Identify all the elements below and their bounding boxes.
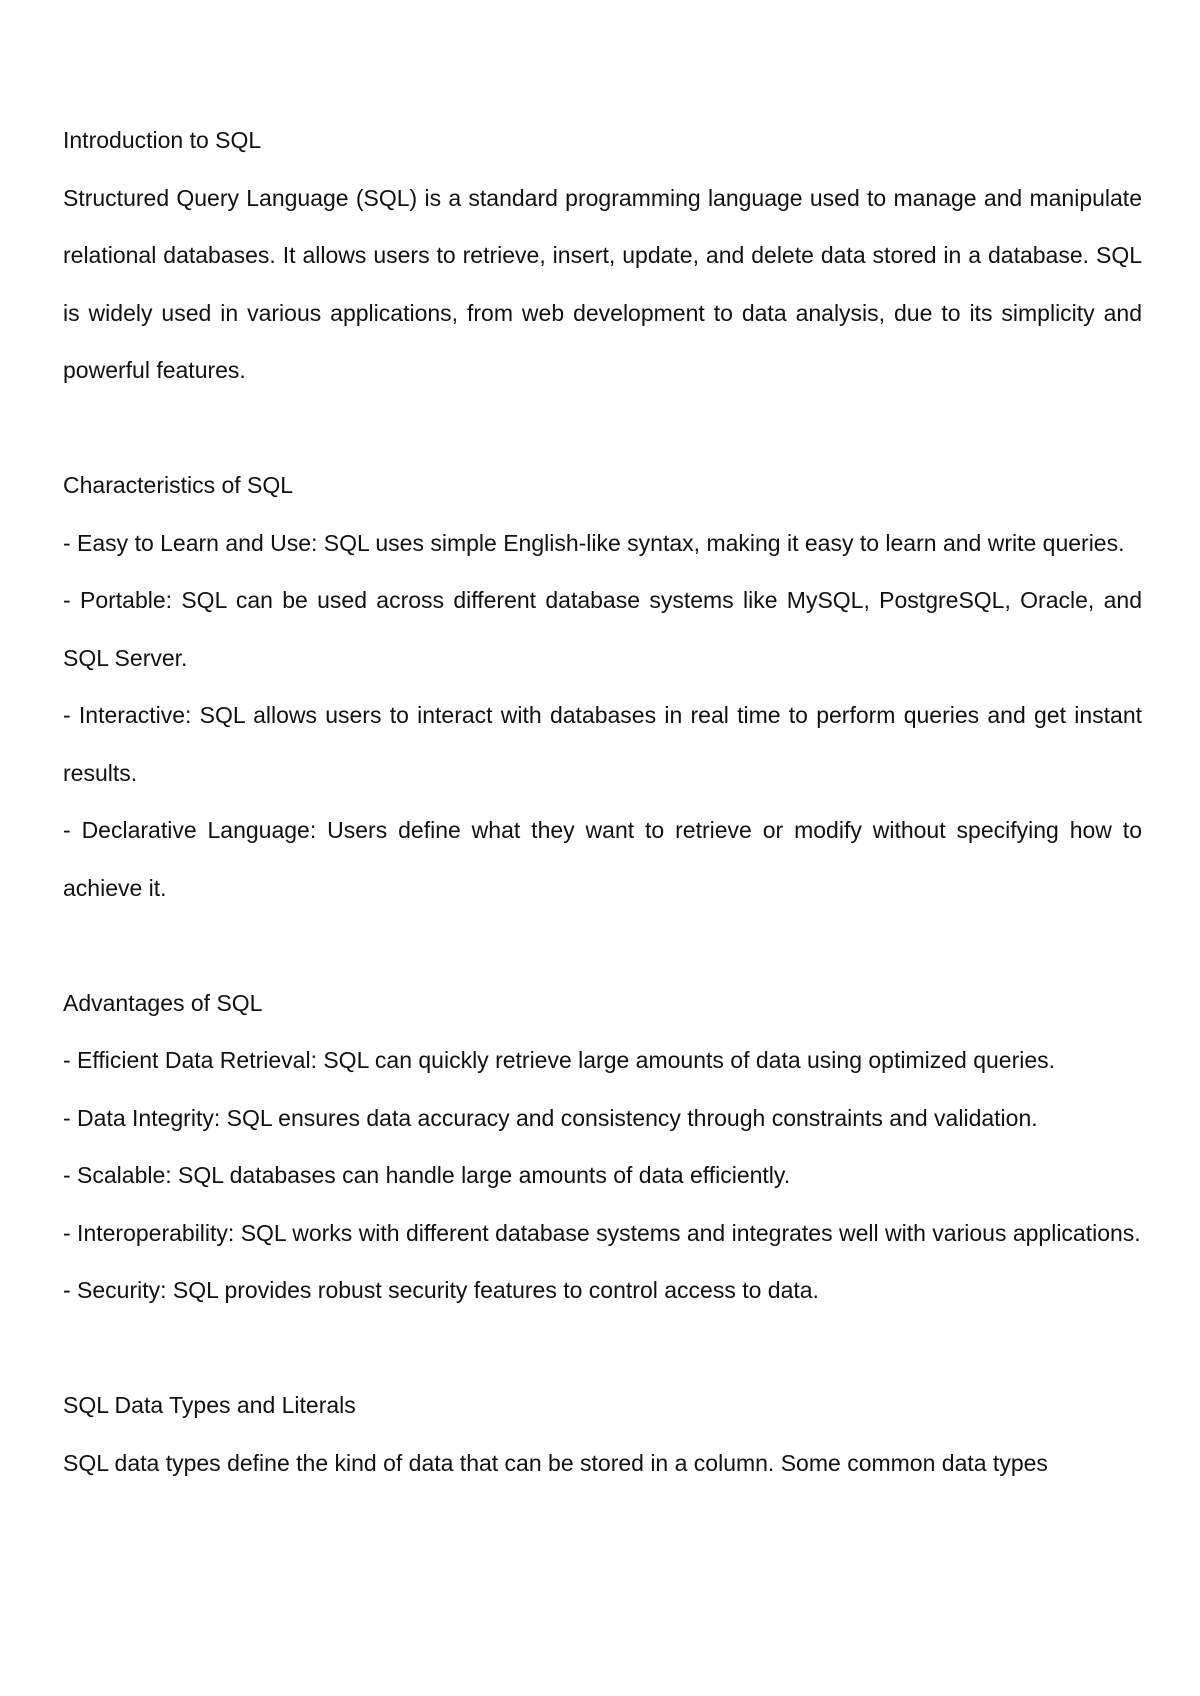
- section-heading-characteristics: Characteristics of SQL: [63, 472, 294, 498]
- list-item-efficient-retrieval: - Efficient Data Retrieval: SQL can quickly retrieve large amounts of data using optimized queries.: [63, 1047, 1056, 1073]
- section-characteristics: [63, 457, 1142, 917]
- section-spacer: [63, 917, 1142, 975]
- section-spacer: [63, 400, 1142, 458]
- list-item-data-integrity: - Data Integrity: SQL ensures data accuracy and consistency through constraints and validation.: [63, 1104, 1038, 1131]
- paragraph-introduction: Structured Query Language (SQL) is a standard programming language used to manage and manipulate relational databases. It allows users to retrieve, insert, update, and delete data stored in a database. SQL is widely used in various applications, from web development to data analysis, due to its simplicity and powerful features.: [63, 184, 1142, 383]
- list-item-declarative: - Declarative Language: Users define what they want to retrieve or modify without specifying how to achieve it.: [63, 817, 1142, 901]
- list-item-interactive: - Interactive: SQL allows users to interact with databases in real time to perform queries and get instant results.: [63, 702, 1142, 786]
- list-item-security: - Security: SQL provides robust security features to control access to data.: [63, 1277, 819, 1303]
- document-page: [63, 112, 1142, 1492]
- list-item-portable: - Portable: SQL can be used across different database systems like MySQL, PostgreSQL, Oracle, and SQL Server.: [63, 587, 1142, 671]
- section-heading-data-types: SQL Data Types and Literals: [63, 1392, 356, 1418]
- section-data-types: [63, 1377, 1142, 1492]
- section-advantages: [63, 975, 1142, 1320]
- section-spacer: [63, 1320, 1142, 1378]
- list-item-easy-to-learn: - Easy to Learn and Use: SQL uses simple English-like syntax, making it easy to learn and write queries.: [63, 529, 1125, 556]
- section-heading-introduction: Introduction to SQL: [63, 127, 262, 153]
- list-item-interoperability: - Interoperability: SQL works with different database systems and integrates well with various applications.: [63, 1219, 1141, 1246]
- paragraph-data-types: SQL data types define the kind of data that can be stored in a column. Some common data types: [63, 1449, 1048, 1476]
- section-heading-advantages: Advantages of SQL: [63, 989, 263, 1016]
- list-item-scalable: - Scalable: SQL databases can handle large amounts of data efficiently.: [63, 1162, 791, 1188]
- section-introduction: [63, 112, 1142, 400]
